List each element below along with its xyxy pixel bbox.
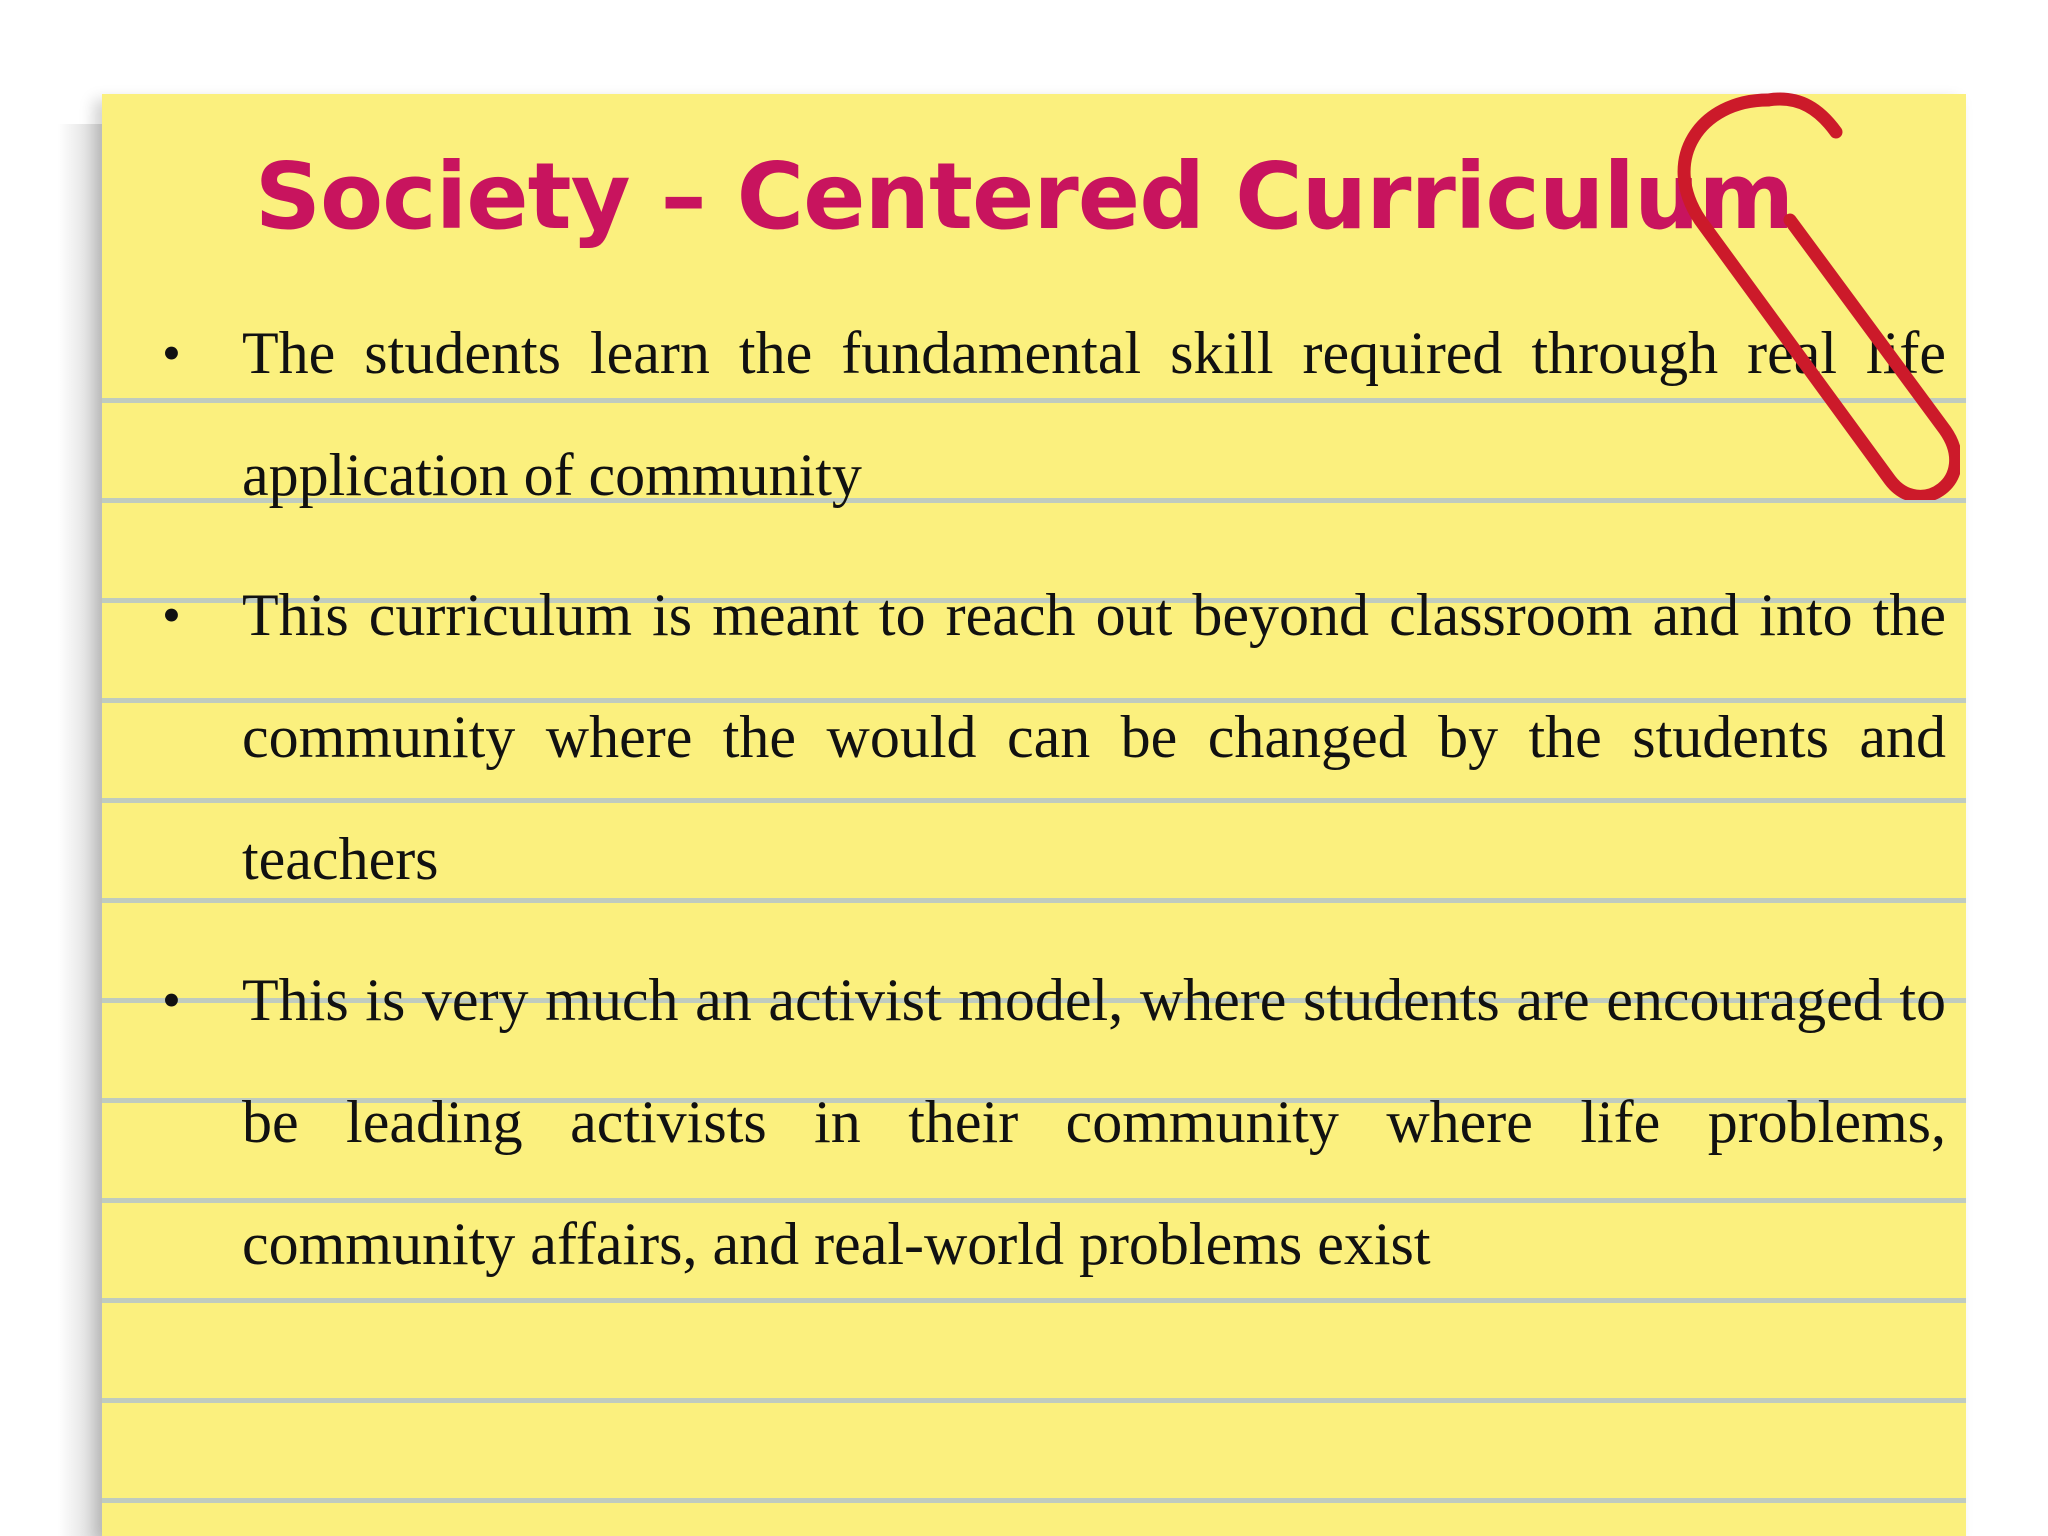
bullet-marker: • (162, 323, 181, 383)
bullet-text: This curriculum is meant to reach out beyond classroom and into the community where the would can be changed by the students and teachers (242, 582, 1946, 892)
bullet-text: This is very much an activist model, where students are encouraged to be leading activists in their community where life problems, community affairs, and real-world problems exist (242, 967, 1946, 1277)
bullet-marker: • (162, 970, 181, 1030)
paperclip-icon (1640, 60, 1960, 500)
slide-title: Society – Centered Curriculum (254, 143, 1794, 250)
bullet-item (162, 554, 1946, 920)
bullet-text: The students learn the fundamental skill required through real life application of community (242, 320, 1946, 508)
bullet-marker: • (162, 585, 181, 645)
bullet-item (162, 939, 1946, 1305)
